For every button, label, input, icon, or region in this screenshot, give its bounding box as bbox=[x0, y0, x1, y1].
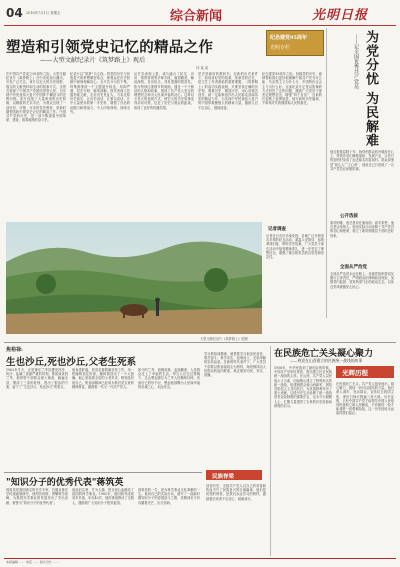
badge-line1: 纪念建党95周年 bbox=[270, 35, 307, 41]
right-divider bbox=[326, 28, 327, 318]
header-rule bbox=[4, 25, 396, 26]
bottom-banner bbox=[206, 470, 262, 480]
right-feature-body-2: 面对困难，他总是冲在最前面；面对荣誉，他总是让给别人。他用实际行动诠释了共产党员的初心和使命，树立了新时期基层干部的良好形象。 bbox=[330, 221, 394, 238]
middle-section-label: 公开选拔 bbox=[340, 214, 358, 219]
lead-column-5: 纪念建党95周年之际，回顾党的历史，能够帮助我们更好地理解中国共产党为什么能、马克思主义为什么行、中国特色社会主义为什么好。这部纪录片正是以影像的方式回答了这些问题，激励广大党员干部坚定理想信念，增强“四个自信”，在新的长征路上奋勇前进，续写新的历史篇章，不辜负时代的期望和人民的重托。 bbox=[262, 72, 322, 106]
footer-text: 本版编辑 …… 电话 …… 版式设计 …… bbox=[6, 560, 59, 564]
bottom-banner-label: 民族脊梁 bbox=[212, 473, 235, 480]
lead-column-4: 党史是最好的教科书。在新的历史条件下，如何讲好党的故事，传承党的记忆，是文艺工作者面临的重要课题。《筑梦路上》的成功实践表明，只要坚持正确的历史观，尊重历史、敬畏历史，用心用情去创作，就一定能够创作出人民群众喜闻乐见的精品力作，为实现中华民族伟大复兴的中国梦凝聚强大的精神力量，激励人们不忘初心、继续前进。 bbox=[198, 72, 258, 110]
right-feature-subtitle: ——记全国优秀共产党员 bbox=[353, 34, 359, 89]
bottom-left-top-rule bbox=[4, 472, 202, 473]
feature2-column-1: 1962年冬天，正是豫东兰考县遭受内涝、风沙、盐碱三害最严重的时刻。焦裕禄来到兰考，他带领干部群众深入调查，跑遍全县，摸清了三害的底细，提出了根治的方案，留下了“生也沙丘，死也沙丘”的誓言。 bbox=[6, 368, 68, 389]
side-column-body: 记者近日走访多地发现，各地广泛开展形式多样的纪念活动，重温入党誓词、参观革命旧址、聆听党史故事，广大党员干部在活动中接受精神洗礼，进一步坚定了理想信念，增强了做合格党员的自觉性和坚定性。 bbox=[266, 234, 324, 260]
bottom-left-column-1: 蒋筑英是我国著名的光学专家，长期从事光学传递函数研究。他刻苦钻研，勇攀科学高峰，为我国光学事业的发展作出了突出贡献，被誉为“知识分子的优秀代表”。 bbox=[6, 488, 68, 505]
section-title: 综合新闻 bbox=[170, 9, 223, 24]
right-feature-body-3: 全面从严治党永远在路上。各级党组织要切实履行主体责任，严明政治纪律和政治规矩，加强党内监督，营造风清气正的政治生态，以优良党风凝聚党心民心。 bbox=[330, 272, 394, 289]
feature2-column-4: 学习焦裕禄精神，就是要学习他亲民爱民、艰苦奋斗、科学求实、迎难而上、无私奉献的崇高品质。在新的时代条件下，广大党员干部要以焦裕禄同志为榜样，始终保持同人民群众的血肉联系，真正做到为民、务实、清廉。 bbox=[204, 352, 266, 378]
lead-photo bbox=[6, 222, 262, 334]
right-lower-column-2: 在民族危亡关头，共产党人挺身而出，凝心聚力，团结一切可以团结的力量。他们深入城乡，发动群众，宣传抗日救国主张，使抗日烽火燃遍三晋大地。历史证明，只有中国共产党才能领导中国人民取得民族独立和人民解放，只有团结一致才能战胜一切艰难险阻，这一历史经验永远值得我们铭记。 bbox=[336, 382, 394, 416]
lead-column-3: 从艺术表现上看，该片融合了纪实、访谈、情景再现等多种手段，画面精美，解说深刻，音乐恰当，具有很强的观赏性。影片特别注重细节的刻画，通过一个个鲜活的人物和故事，展现了共产党人坚定的理想信念和为人民谋幸福的初心。这种以小见大的表现方式，使宏大的历史叙事变得亲切可感，拉近了历史与观众的距离，取得了良好的传播效果。 bbox=[134, 72, 194, 110]
bottom-left-title: "知识分子的优秀代表"蒋筑英 bbox=[6, 478, 124, 488]
bottom-middle-column: 回望历史，无数共产党人以自己的青春和热血书写了民族复兴的壮丽篇章。他们是民族的脊梁，是我们永远学习的榜样，激励着后来者不忘初心、砥砺前行。 bbox=[206, 484, 266, 501]
feature2-column-2: 他身患肝癌，依旧忍着剧痛坚持工作，用一把藤椅顶住肝部，藤椅被顶出了一个大窟窿。他心里装着全县的父老乡亲，唯独没有他自己。焦裕禄精神已经成为我们党宝贵的精神财富，激励着一代又一代共产党人。 bbox=[72, 368, 134, 389]
lead-subtitle: ——大型文献纪录片《筑梦路上》观后 bbox=[40, 57, 146, 64]
feature2-top-rule bbox=[4, 342, 396, 343]
right-feature-title: 为党分忧 为民解难 bbox=[363, 30, 378, 148]
bottom-left-column-3: 蒋筑英的一生，是为科学事业无私奉献的一生。他用自己的实际行动，谱写了一曲新时期知识分子的爱国奋斗之歌，其精神至今仍闪耀着光芒，历久弥新。 bbox=[138, 488, 200, 505]
badge-line2: 光明专栏 bbox=[270, 45, 291, 51]
lead-photo-caption: 大型文献纪录片《筑梦路上》剧照 bbox=[200, 337, 248, 341]
page-date: 2016年7月1日 星期五 bbox=[26, 11, 61, 15]
right-lower-column-1: 1936年，中华民族到了最危险的时候。中国共产党审时度势，提出建立抗日民族统一战线的主张。在山西，共产党人以民族大义为重，同阎锡山建立了特殊形式的统一战线，组建牺盟会和山西新军，团结各阶层人士共同抗日，为抗战胜利作出了重大贡献。这段历史生动诠释了统一战线是党克敌制胜的重要法宝，也为今天凝聚人心、汇聚力量提供了宝贵的历史经验和深刻的启示。 bbox=[274, 366, 332, 408]
landscape-photo-image bbox=[6, 222, 262, 334]
right-lower-banner bbox=[336, 366, 394, 378]
lead-column-1: 在中国共产党成立95周年之际，大型文献纪录片《筑梦路上》在中央电视台播出，引发广泛关注。该片以宏大的历史视野、翔实的文献资料和生动的叙事方式，全景式展现了中国共产党团结带领人民，为实现中华民族伟大复兴中国梦不懈奋斗的光辉历程。影片选取了大量珍贵的历史影像，以精湛的艺术手法，为观众呈现了一部可信、可敬、可亲的党史教材，是新时期塑造和引领党史记忆的精品之作。中国共产党的历史，是一部不断探索中国革命、建设、改革道路的奋斗史。 bbox=[6, 72, 66, 123]
lead-column-2: 纪录片以“筑梦”为主线，将党的历史与民族复兴的梦想紧密结合，使观众在历史回顾中深刻理解初心。全片共分为若干集，每集都围绕一个主题展开叙述，结构严谨、层次分明、脉络清晰。创作者深入挖掘档案文献，走访历史见证人，力求还原历史真实，让历史说话、让事实说话。片中大量使用的第一手史料，增强了作品的说服力和感染力，令人印象深刻，回味无穷。 bbox=[70, 72, 130, 114]
lead-byline: 闫 某 某 bbox=[196, 66, 209, 70]
small-box-label: 全面从严治党 bbox=[340, 265, 367, 270]
page-header bbox=[0, 0, 400, 26]
right-lower-title: 在民族危亡关头凝心聚力 bbox=[274, 349, 374, 359]
right-lower-subtitle: ——致党在山西建立的民族统一战线的故事 bbox=[290, 358, 363, 363]
side-column-label: 记者调查 bbox=[268, 227, 286, 232]
bottom-left-column-2: 他淡泊名利、甘为人梯，把全部心血献给了祖国的科学事业。1982年，他因积劳成疾英年早逝，年仅43岁。他的事迹感动了无数人，激励着广大知识分子报效祖国。 bbox=[72, 488, 134, 505]
feature2-kicker: 焦裕禄: bbox=[6, 347, 23, 353]
page-number: 04 bbox=[6, 6, 23, 20]
feature2-column-3: 如今的兰考，泡桐成林，麦浪翻滚，人民群众过上了幸福的生活。每当人们走过焦桐下，总会想起那位为兰考人民鞠躬尽瘁、死而后已的好书记，想起他那颗为人民谋幸福的赤诚之心，永远怀念。 bbox=[138, 368, 200, 389]
paper-name: 光明日报 bbox=[312, 8, 369, 23]
lead-title: 塑造和引领党史记忆的精品之作 bbox=[6, 39, 214, 56]
feature2-title: 生也沙丘,死也沙丘,父老生死系 bbox=[6, 357, 137, 368]
footer-rule bbox=[4, 558, 396, 559]
anniversary-badge bbox=[266, 30, 324, 56]
right-lower-banner-label: 光辉历程 bbox=[342, 369, 368, 377]
right-feature-body-1: 他扎根基层数十年，始终把群众的冷暖放在心上，带领乡亲们修路架桥、发展产业，让昔日的贫困村变成了远近闻名的富裕村。群众说他是“贴心人”“主心骨”，他说自己只是做了一名共产党员应该做的事。 bbox=[330, 150, 394, 171]
right-lower-divider bbox=[270, 346, 271, 556]
